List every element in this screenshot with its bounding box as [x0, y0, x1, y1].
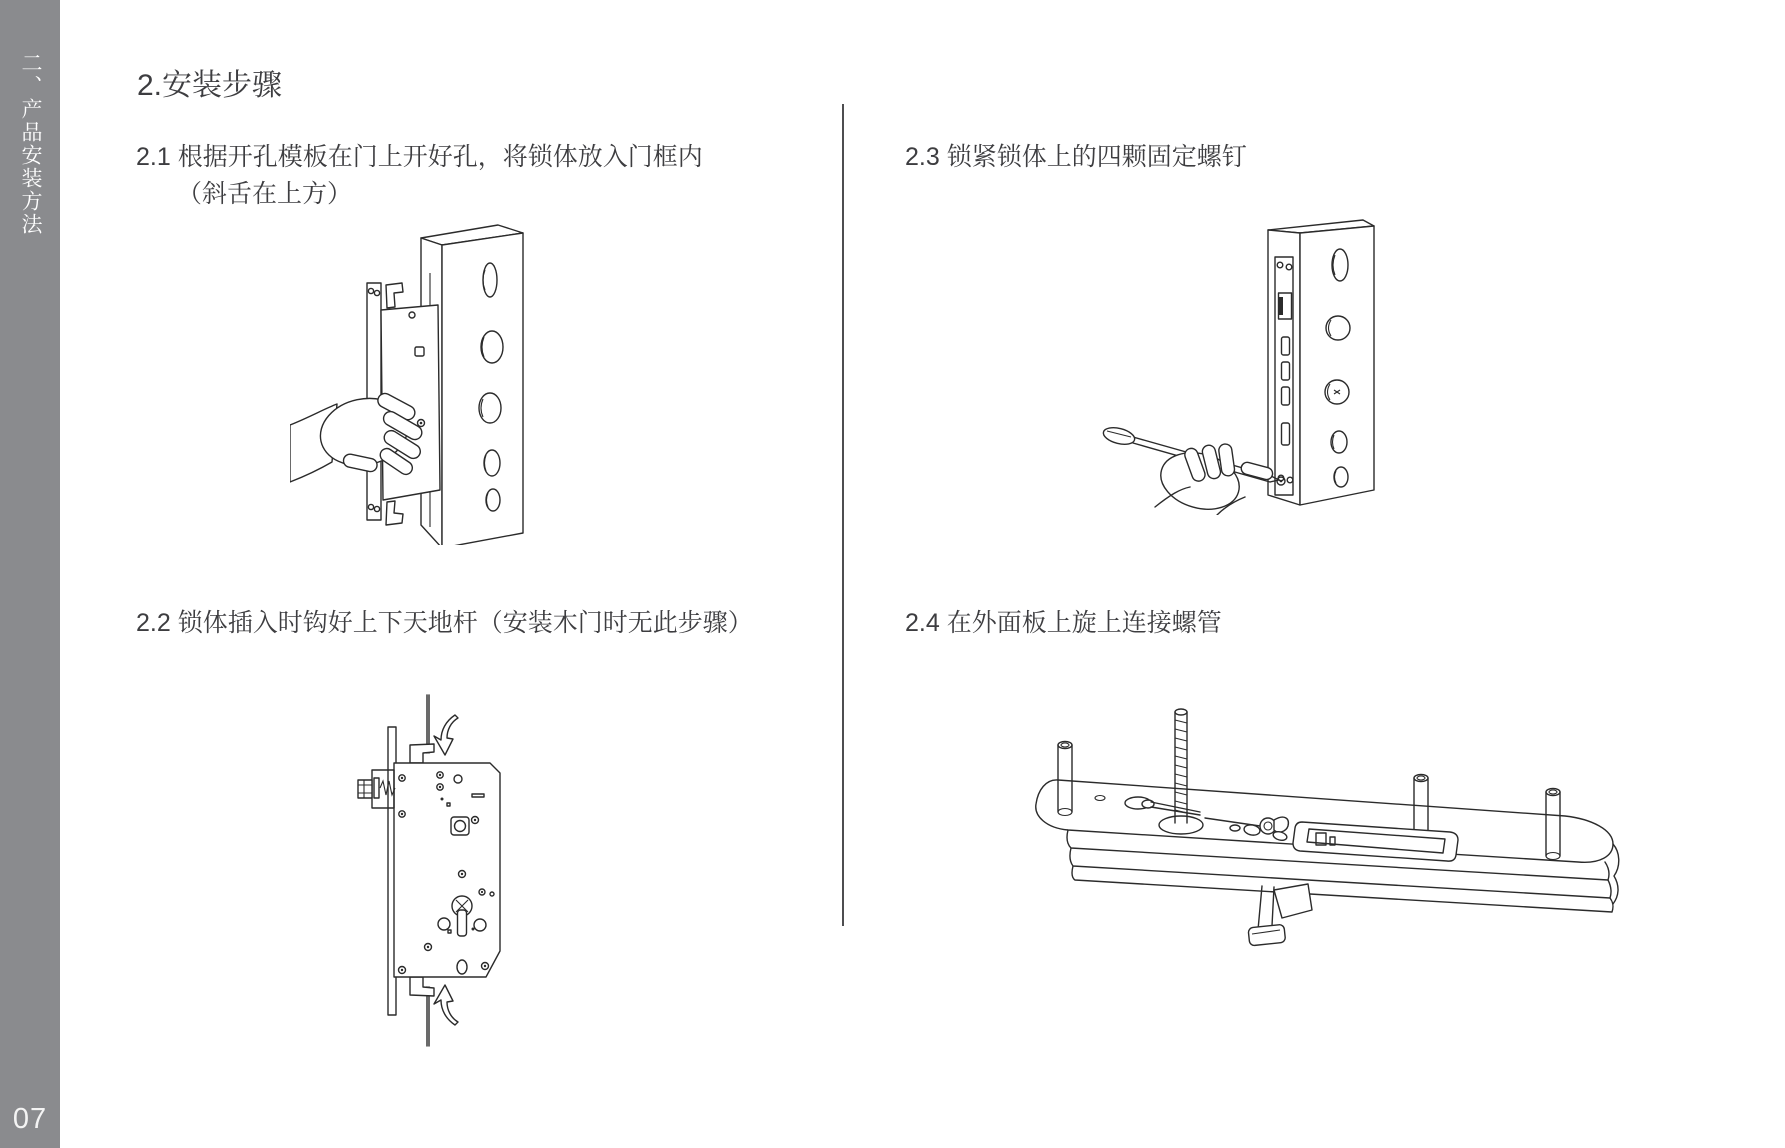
hand	[290, 391, 424, 482]
illustration-step-2-3	[1095, 185, 1425, 515]
faceplate	[1275, 257, 1293, 495]
sidebar-section-label: 二、产品安装方法	[19, 52, 42, 236]
step-2-3-caption: 2.3 锁紧锁体上的四颗固定螺钉	[905, 143, 1247, 171]
column-divider	[842, 104, 844, 926]
handle-bracket	[1248, 884, 1312, 946]
illustration-step-2-1	[290, 195, 610, 545]
screwdriver-and-hand	[1102, 425, 1285, 515]
page-number: 07	[12, 1103, 48, 1135]
step-2-4-caption: 2.4 在外面板上旋上连接螺管	[905, 609, 1222, 637]
lock-body-side	[358, 727, 500, 1015]
illustration-step-2-4	[1030, 690, 1625, 975]
step-2-2-caption: 2.2 锁体插入时钩好上下天地杆（安装木门时无此步骤）	[136, 609, 753, 637]
step-2-1-caption-line1: 2.1 根据开孔模板在门上开好孔，将锁体放入门框内	[136, 143, 703, 171]
illustration-step-2-2	[352, 688, 522, 1053]
step-2-1-caption-line2: （斜舌在上方）	[177, 180, 353, 208]
sidebar	[0, 0, 60, 1148]
page-title: 2.安装步骤	[137, 69, 283, 102]
